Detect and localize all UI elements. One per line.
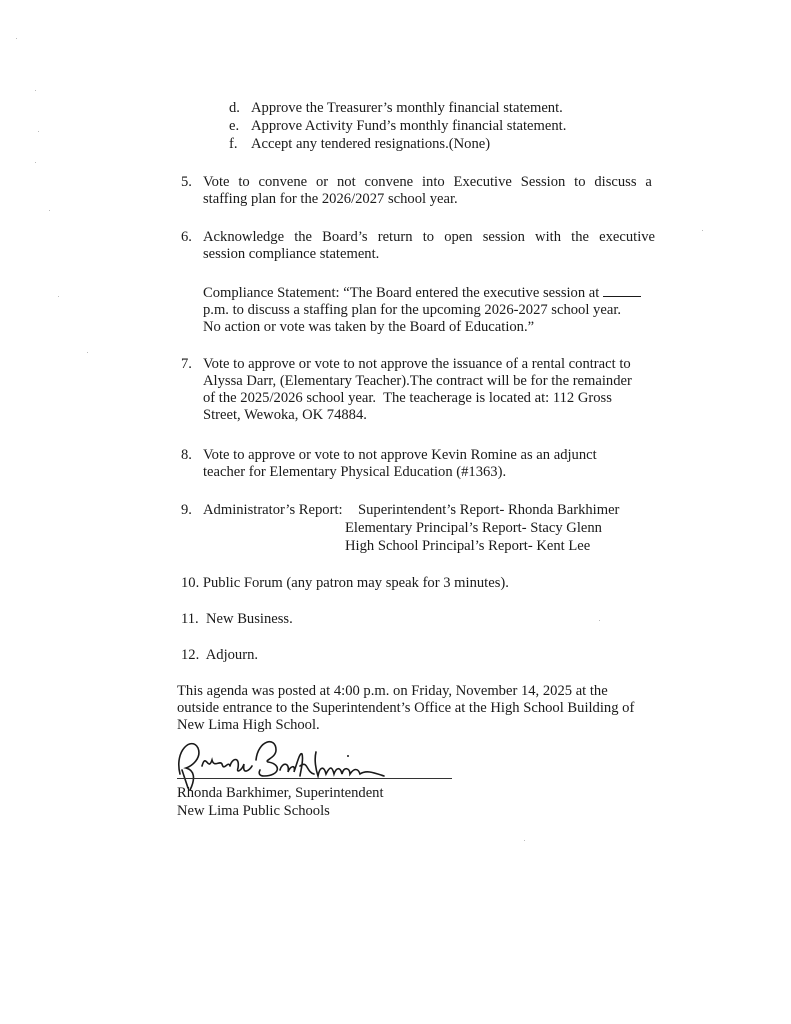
scan-speck (599, 620, 600, 621)
sub-item-text: Approve the Treasurer’s monthly financial statement. (251, 100, 563, 116)
compliance-line: p.m. to discuss a staffing plan for the upcoming 2026-2027 school year. (203, 302, 622, 318)
compliance-line: Compliance Statement: “The Board entered the executive session at (203, 285, 600, 301)
sub-item-f (229, 136, 490, 153)
report-superintendent: Superintendent’s Report- Rhonda Barkhimer (358, 502, 620, 518)
scan-speck (702, 230, 703, 231)
scan-speck (87, 352, 88, 353)
scan-speck (35, 90, 36, 91)
sub-item-d (229, 100, 563, 117)
item-text-line: of the 2025/2026 school year. The teacherage is located at: 112 Gross (203, 390, 612, 406)
item-number: 7. (181, 356, 192, 372)
compliance-statement (203, 284, 671, 336)
scan-speck (524, 840, 525, 841)
scan-speck (35, 162, 36, 163)
item-text-line: Vote to approve or vote to not approve Kevin Romine as an adjunct (203, 447, 597, 463)
posting-statement (177, 683, 634, 734)
agenda-item-10: 10. Public Forum (any patron may speak for 3 minutes). (181, 575, 509, 591)
scan-speck (58, 296, 59, 297)
report-high-school-principal: High School Principal’s Report- Kent Lee (345, 538, 591, 554)
sub-item-label: d. (229, 100, 240, 116)
report-label: Administrator’s Report: (203, 502, 343, 518)
item-text-line: Alyssa Darr, (Elementary Teacher).The contract will be for the remainder (203, 373, 632, 389)
signature-line (177, 778, 452, 779)
signer-name-title: Rhonda Barkhimer, Superintendent (177, 785, 384, 801)
compliance-line: No action or vote was taken by the Board of Education.” (203, 319, 535, 335)
time-blank-field (603, 284, 641, 297)
item-number: 9. (181, 502, 192, 518)
posting-line: This agenda was posted at 4:00 p.m. on Friday, November 14, 2025 at the (177, 683, 608, 699)
item-text-line: Street, Wewoka, OK 74884. (203, 407, 367, 423)
sub-item-label: e. (229, 118, 240, 134)
posting-line: New Lima High School. (177, 717, 320, 733)
sub-item-e (229, 118, 566, 135)
signer-organization: New Lima Public Schools (177, 803, 330, 819)
scan-speck (16, 38, 17, 39)
scan-speck (38, 131, 39, 132)
item-number: 6. (181, 229, 192, 245)
posting-line: outside entrance to the Superintendent’s Office at the High School Building of (177, 700, 635, 716)
sub-item-label: f. (229, 136, 238, 152)
agenda-item-11: 11. New Business. (181, 611, 293, 627)
item-text-line: teacher for Elementary Physical Education (#1363). (203, 464, 507, 480)
agenda-item-12: 12. Adjourn. (181, 647, 259, 663)
item-text-line: session compliance statement. (203, 246, 380, 262)
item-number: 8. (181, 447, 192, 463)
item-number: 5. (181, 174, 192, 190)
scan-speck (49, 210, 50, 211)
item-text-line: Acknowledge the Board’s return to open session with the executive (203, 229, 656, 245)
item-text-line: Vote to approve or vote to not approve the issuance of a rental contract to (203, 356, 631, 372)
sub-item-text: Approve Activity Fund’s monthly financial statement. (251, 118, 567, 134)
report-elementary-principal: Elementary Principal’s Report- Stacy Glenn (345, 520, 602, 536)
item-text-line: Vote to convene or not convene into Executive Session to discuss a (203, 174, 652, 190)
item-text-line: staffing plan for the 2026/2027 school year. (203, 191, 458, 207)
sub-item-text: Accept any tendered resignations.(None) (251, 136, 491, 152)
